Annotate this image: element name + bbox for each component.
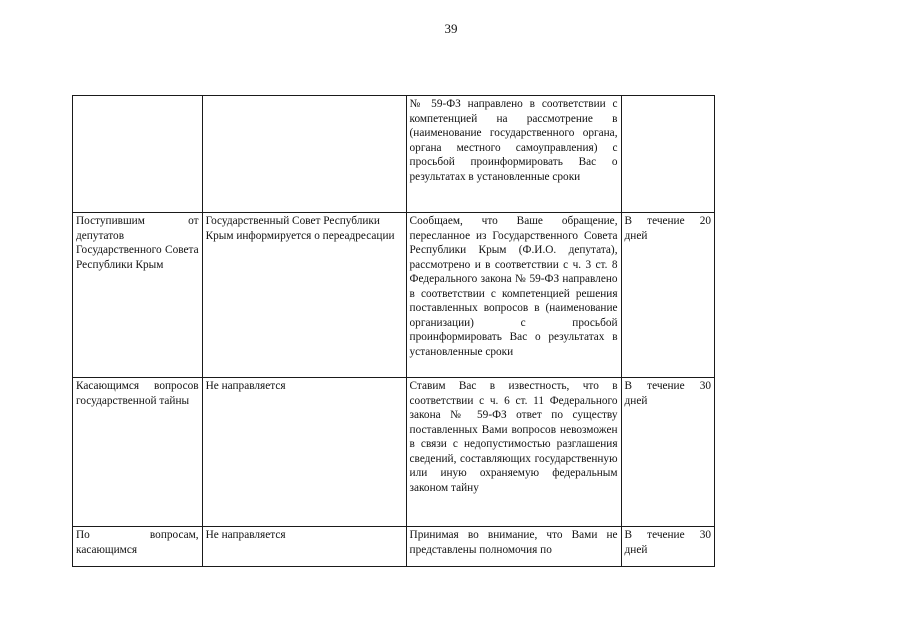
recipient-cell <box>73 96 203 213</box>
term-cell: В течение 30 дней <box>621 527 714 567</box>
redirect-cell: Государственный Совет Республики Крым информируется о переадресации <box>202 213 406 378</box>
redirect-cell <box>202 96 406 213</box>
recipient-cell: По вопросам, касающимся <box>73 527 203 567</box>
recipient-cell: Касающимся вопросов государственной тайны <box>73 378 203 527</box>
table-row <box>73 527 715 567</box>
term-cell: В течение 30 дней <box>621 378 714 527</box>
table-row <box>73 96 715 213</box>
table-row <box>73 213 715 378</box>
table-row <box>73 378 715 527</box>
page-number: 39 <box>444 21 458 36</box>
response-cell: № 59-ФЗ направлено в соответствии с компетенцией на рассмотрение в (наименование государственного органа, органа местного самоуправления) с просьбой проинформировать Вас о результатах в установленные сроки <box>406 96 621 213</box>
response-cell: Сообщаем, что Ваше обращение, пересланное из Государственного Совета Республики Крым (Ф.И.О. депутата), рассмотрено и в соответствии с ч. 3 ст. 8 Федерального закона № 59-ФЗ направлено в соответствии с компетенцией решения поставленных вопросов в (наименование организации) с просьбой проинформировать Вас о результатах в установленные сроки <box>406 213 621 378</box>
procedure-table <box>72 95 715 567</box>
response-cell: Ставим Вас в известность, что в соответствии с ч. 6 ст. 11 Федерального закона № 59-ФЗ ответ по существу поставленных Вами вопросов невозможен в связи с недопустимостью разглашения сведений, составляющих государственную или иную охраняемую федеральным законом тайну <box>406 378 621 527</box>
response-cell: Принимая во внимание, что Вами не представлены полномочия по <box>406 527 621 567</box>
redirect-cell: Не направляется <box>202 378 406 527</box>
term-cell: В течение 20 дней <box>621 213 714 378</box>
term-cell <box>621 96 714 213</box>
redirect-cell: Не направляется <box>202 527 406 567</box>
recipient-cell: Поступившим от депутатов Государственного Совета Республики Крым <box>73 213 203 378</box>
